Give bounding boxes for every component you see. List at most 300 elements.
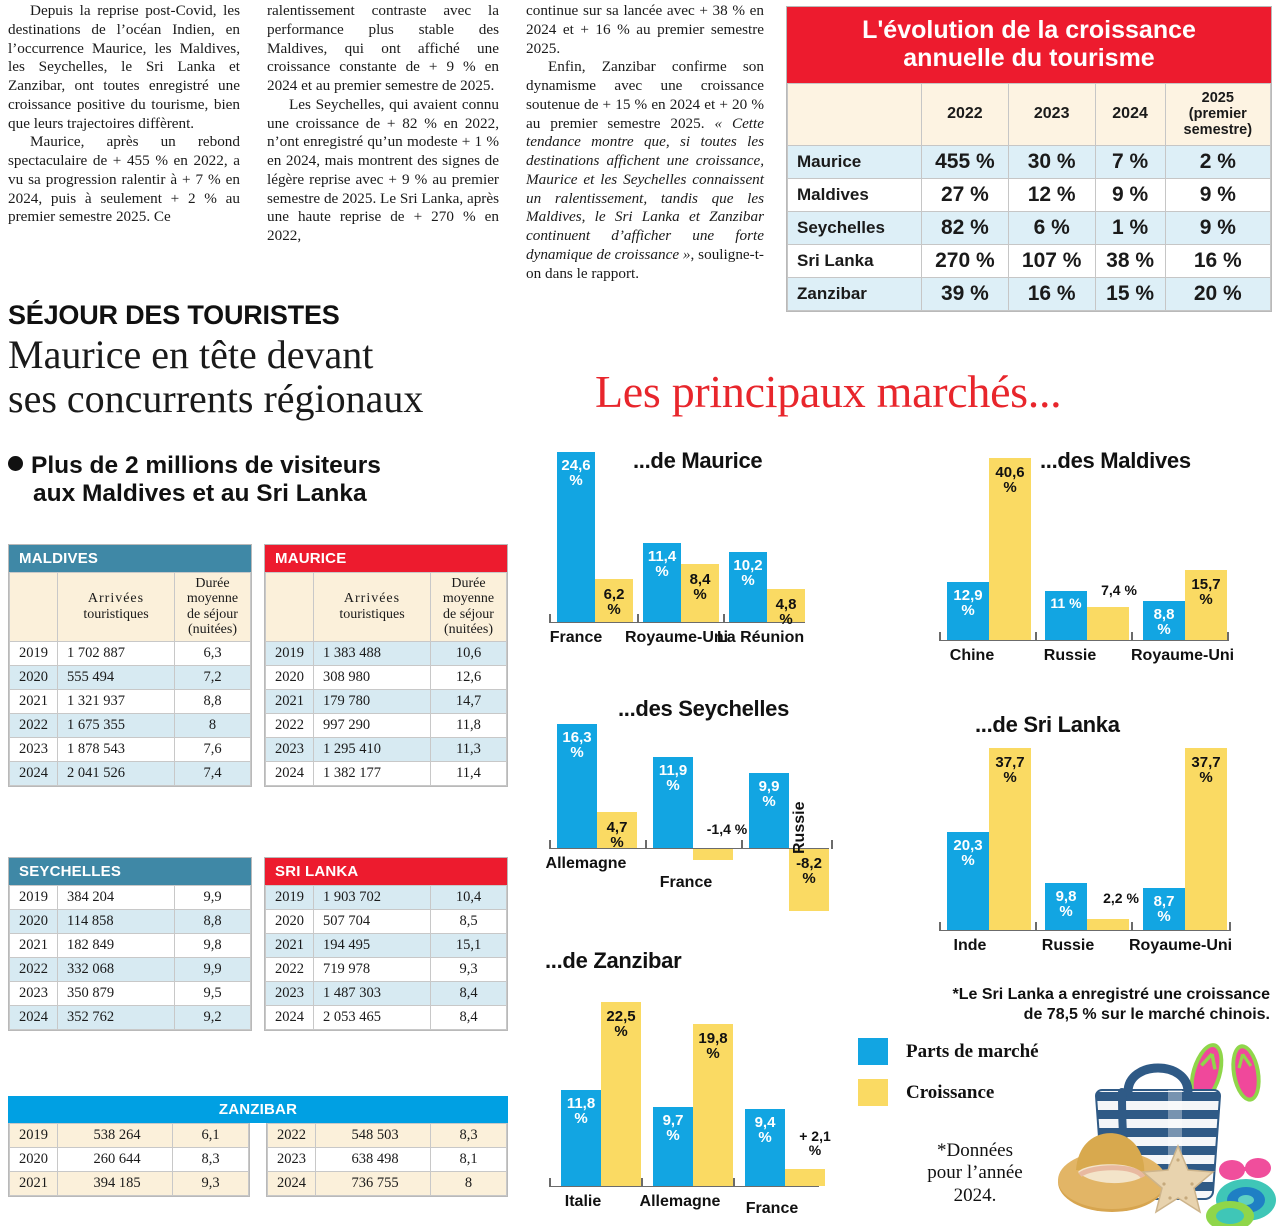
bar-value-label: 9,7 %: [662, 1111, 684, 1144]
table-row: [10, 713, 251, 737]
paragraph: continue sur sa lancée avec + 38 % en 2024 et + 16 % au premier semestre 2025.: [526, 2, 764, 57]
header-stay-l4: (nuitées): [444, 622, 493, 638]
x-axis-label: Royaume-Uni: [1131, 647, 1235, 664]
bar-value-label: 16,3 %: [562, 729, 592, 761]
headline-line-2: ses concurrents régionaux: [8, 375, 424, 421]
cell-2023: 16 %: [1008, 277, 1095, 310]
axis-tick: [939, 632, 941, 641]
year-footnote-l2: pour l’année: [927, 1162, 1023, 1184]
header-arrivals: [58, 573, 175, 642]
x-axis-label: Inde: [953, 937, 987, 954]
article-text: [8, 2, 768, 347]
cell-2025: 20 %: [1165, 277, 1270, 310]
table-row: [268, 1172, 507, 1196]
cell-stay: 12,6: [431, 665, 507, 689]
cell-stay: 8,1: [431, 1148, 507, 1172]
header-stay-l4: (nuitées): [188, 622, 237, 638]
cell-2024: 1 %: [1095, 211, 1165, 244]
chart-title-zanzibar: ...de Zanzibar: [545, 948, 682, 973]
header-stay-l3: de séjour: [443, 606, 494, 622]
cell-year: 2024: [10, 1006, 58, 1030]
article-column-2: [267, 2, 499, 246]
header-blank: [788, 84, 922, 146]
cell-year: 2024: [266, 1006, 314, 1030]
cell-stay: 8,4: [431, 1006, 507, 1030]
table-row: [266, 737, 507, 761]
axis-tick: [733, 1178, 735, 1187]
bar-value-label: 22,5 %: [606, 1008, 636, 1040]
cell-2022: 270 %: [922, 244, 1009, 277]
header-arrivals-l1: Arrivées: [87, 591, 145, 607]
plot-area-zanzibar: [545, 948, 895, 1228]
cell-stay: 9,9: [175, 958, 251, 982]
axis-tick: [1131, 632, 1133, 641]
header-arrivals-l2: touristiques: [339, 606, 405, 622]
cell-year: 2023: [10, 982, 58, 1006]
table-row: [10, 958, 251, 982]
bar-value-label: 37,7 %: [1191, 754, 1221, 786]
cell-year: 2021: [266, 934, 314, 958]
bar-value-label: 8,7 %: [1153, 893, 1175, 925]
table-row: [266, 641, 507, 665]
cell-arrivals: 1 702 887: [58, 641, 175, 665]
table-header-srilanka: SRI LANKA: [265, 858, 507, 885]
cell-2025: 2 %: [1165, 145, 1270, 178]
cell-year: 2019: [10, 1124, 58, 1148]
cell-year: 2020: [10, 665, 58, 689]
axis-tick: [1035, 632, 1037, 641]
plot-area-maldives: [935, 440, 1270, 670]
cell-stay: 7,6: [175, 737, 251, 761]
table-row: [266, 713, 507, 737]
bar-value-label: 12,9 %: [953, 587, 983, 620]
header-arrivals-l2: touristiques: [83, 606, 149, 622]
bar-growth: [1087, 919, 1129, 930]
cell-stay: 8: [175, 713, 251, 737]
bar-value-label: 11,4 %: [647, 548, 677, 581]
cell-2025: 9 %: [1165, 211, 1270, 244]
table-row: [10, 934, 251, 958]
header-2025-l3: semestre): [1183, 122, 1253, 139]
bar-value-label: 24,6 %: [561, 457, 591, 489]
chart-srilanka: [935, 712, 1270, 974]
chart-zanzibar: [545, 948, 895, 1228]
header-blank: [266, 573, 314, 642]
header-2025-year: 2025: [1201, 90, 1234, 106]
cell-stay: 9,8: [175, 934, 251, 958]
row-label: Maurice: [788, 145, 922, 178]
chart-seychelles: [545, 696, 905, 928]
header-stay-l3: de séjour: [187, 606, 238, 622]
article-column-3: [526, 2, 764, 283]
bar-value-label: 37,7 %: [995, 754, 1025, 786]
table-header-row: [10, 573, 251, 642]
cell-stay: 10,6: [431, 641, 507, 665]
cell-2023: 12 %: [1008, 178, 1095, 211]
table-row: [266, 689, 507, 713]
table-header-row: [266, 573, 507, 642]
cell-stay: 8,3: [173, 1148, 249, 1172]
cell-2023: 6 %: [1008, 211, 1095, 244]
maldives-arrivals-table: [8, 544, 252, 787]
table-header-seychelles: SEYCHELLES: [9, 858, 251, 885]
bar-value-label: 8,4 %: [689, 570, 711, 603]
legend-label-share: Parts de marché: [906, 1040, 1039, 1062]
header-2025: [1165, 84, 1270, 146]
table-row: [10, 886, 251, 910]
legend-item-share: [858, 1038, 1039, 1065]
legend-swatch-yellow: [858, 1079, 888, 1106]
cell-year: 2023: [266, 737, 314, 761]
table-header-zanzibar: ZANZIBAR: [8, 1096, 508, 1123]
growth-table-title: [787, 7, 1271, 83]
table-row: [10, 910, 251, 934]
table-header-maurice: MAURICE: [265, 545, 507, 572]
table-header-row: [788, 84, 1271, 146]
cell-stay: 8,8: [175, 910, 251, 934]
cell-stay: 6,3: [175, 641, 251, 665]
cell-arrivals: 2 053 465: [314, 1006, 431, 1030]
header-2022: 2022: [922, 84, 1009, 146]
bar-value-label: -1,4 %: [706, 821, 748, 837]
table-row: [10, 761, 251, 785]
cell-stay: 9,3: [173, 1172, 249, 1196]
table-row: [266, 910, 507, 934]
cell-arrivals: 1 903 702: [314, 886, 431, 910]
chart-title-maurice: ...de Maurice: [633, 448, 763, 473]
cell-arrivals: 179 780: [314, 689, 431, 713]
table-row: [10, 665, 251, 689]
cell-year: 2019: [266, 886, 314, 910]
chart-title-seychelles: ...des Seychelles: [618, 696, 790, 721]
cell-2022: 455 %: [922, 145, 1009, 178]
cell-year: 2022: [266, 713, 314, 737]
cell-arrivals: 555 494: [58, 665, 175, 689]
cell-arrivals: 1 295 410: [314, 737, 431, 761]
bar-value-label: 11,9 %: [658, 762, 688, 795]
chart-legend: [858, 1038, 1039, 1120]
bar-value-label: 4,7 %: [606, 819, 628, 852]
chart-axis: [549, 848, 829, 849]
cell-stay: 10,4: [431, 886, 507, 910]
cell-arrivals: 352 762: [58, 1006, 175, 1030]
table-row: [10, 689, 251, 713]
cell-year: 2021: [10, 1172, 58, 1196]
growth-title-line-1: L'évolution de la croissance: [862, 16, 1196, 44]
x-axis-label: Chine: [949, 647, 995, 664]
header-arrivals: [314, 573, 431, 642]
cell-2024: 7 %: [1095, 145, 1165, 178]
cell-stay: 9,5: [175, 982, 251, 1006]
x-axis-label: Royaume-Uni: [625, 629, 729, 646]
cell-stay: 11,4: [431, 761, 507, 785]
x-axis-label: Royaume-Uni: [1129, 937, 1233, 954]
zanzibar-arrivals-table: [8, 1096, 508, 1197]
bullet-dot-icon: [8, 456, 23, 471]
table-row: [266, 982, 507, 1006]
cell-year: 2019: [266, 641, 314, 665]
bar-value-label: 9,8 %: [1055, 887, 1077, 920]
bar-value-label: 4,8 %: [775, 595, 797, 628]
chart-axis: [939, 930, 1231, 931]
cell-stay: 9,9: [175, 886, 251, 910]
cell-stay: 8,5: [431, 910, 507, 934]
header-2023: 2023: [1008, 84, 1095, 146]
axis-tick: [1035, 922, 1037, 931]
header-2025-l2: (premier: [1188, 106, 1247, 123]
cell-arrivals: 308 980: [314, 665, 431, 689]
header-stay-l2: moyenne: [442, 591, 495, 607]
cell-stay: 7,2: [175, 665, 251, 689]
cell-arrivals: 1 382 177: [314, 761, 431, 785]
bar-value-label: 15,7 %: [1191, 575, 1221, 608]
x-axis-label: Russie: [1041, 937, 1095, 954]
cell-2022: 39 %: [922, 277, 1009, 310]
bar-value-label: 7,4 %: [1101, 581, 1137, 598]
chart-title-maldives: ...des Maldives: [1040, 448, 1191, 473]
axis-tick: [549, 1178, 551, 1187]
cell-arrivals: 1 383 488: [314, 641, 431, 665]
table-row: [788, 145, 1271, 178]
table-row: [10, 1148, 249, 1172]
header-stay-l2: moyenne: [186, 591, 239, 607]
chart-title-srilanka: ...de Sri Lanka: [975, 712, 1120, 737]
header-stay-l1: Durée: [451, 576, 486, 591]
srilanka-footnote-l2: de 78,5 % sur le marché chinois.: [1023, 1006, 1270, 1023]
cell-year: 2024: [10, 761, 58, 785]
x-axis-label: France: [659, 874, 713, 891]
beach-items-photo: [1050, 1030, 1278, 1226]
x-axis-label: Allemagne: [639, 1193, 721, 1210]
srilanka-footnote: [900, 985, 1270, 1025]
cell-arrivals: 332 068: [58, 958, 175, 982]
srilanka-footnote-l1: *Le Sri Lanka a enregistré une croissance: [952, 986, 1270, 1003]
axis-tick: [741, 840, 743, 849]
row-label: Sri Lanka: [788, 244, 922, 277]
cell-arrivals: 1 321 937: [58, 689, 175, 713]
cell-year: 2020: [10, 910, 58, 934]
cell-stay: 14,7: [431, 689, 507, 713]
maurice-arrivals-table: [264, 544, 508, 787]
charts-heading: Les principaux marchés...: [595, 366, 1062, 417]
cell-2024: 15 %: [1095, 277, 1165, 310]
cell-stay: 9,3: [431, 958, 507, 982]
paragraph: Maurice, après un rebond spectaculaire de + 455 % en 2022, a vu sa progression ralentir à + 7 % en 2024, puis à seulement + 2 % au premier semestre 2025. Ce: [8, 133, 240, 226]
table-row: [268, 1148, 507, 1172]
cell-year: 2019: [10, 886, 58, 910]
paragraph: Les Seychelles, qui avaient connu une croissance de + 82 % en 2022, n’ont enregistré qu’un modeste + 1 % en 2024, mais montrent des signes de légère reprise avec + 9 % au premier semestre de 2025. Le Sri Lanka, après une haute reprise de + 270 % en 2022,: [267, 95, 499, 245]
cell-arrivals: 538 264: [58, 1124, 173, 1148]
cell-year: 2021: [10, 934, 58, 958]
quoted-passage: « Cette tendance montre que, si toutes les destinations affichent une croissance, Maurice et les Seychelles connaissent un ralentissement, tandis que les Maldives, le Sri Lanka et Zanzibar continuent d’afficher une forte dynamique de croissance »: [526, 114, 764, 263]
bar-value-label: + 2,1 %: [799, 1127, 831, 1158]
bar-growth: [1087, 607, 1129, 640]
table-header-maldives: MALDIVES: [9, 545, 251, 572]
table-row: [10, 1172, 249, 1196]
cell-stay: 11,8: [431, 713, 507, 737]
cell-stay: 8,3: [431, 1124, 507, 1148]
cell-arrivals: 548 503: [316, 1124, 431, 1148]
bar-value-label: 11 %: [1050, 594, 1082, 611]
header-stay: [175, 573, 251, 642]
table-row: [266, 1006, 507, 1030]
bar-value-label: 2,2 %: [1103, 890, 1139, 907]
axis-tick: [1229, 922, 1231, 931]
legend-item-growth: [858, 1079, 1039, 1106]
table-row: [788, 277, 1271, 310]
cell-year: 2023: [266, 982, 314, 1006]
zanzibar-left-half: [8, 1123, 250, 1197]
cell-arrivals: 182 849: [58, 934, 175, 958]
header-blank: [10, 573, 58, 642]
bullet-line-1: Plus de 2 millions de visiteurs: [31, 452, 381, 479]
x-axis-label: Allemagne: [545, 855, 627, 872]
srilanka-arrivals-table: [264, 857, 508, 1031]
row-label: Maldives: [788, 178, 922, 211]
cell-arrivals: 1 675 355: [58, 713, 175, 737]
cell-year: 2021: [10, 689, 58, 713]
bar-growth: [693, 849, 733, 860]
axis-tick: [1227, 632, 1229, 641]
bar-value-label: 40,6 %: [995, 464, 1025, 496]
chart-axis: [939, 640, 1229, 641]
chart-maldives: [935, 440, 1270, 670]
x-axis-label: Russie: [1043, 647, 1097, 664]
bar-value-label: 9,4 %: [754, 1114, 776, 1147]
table-row: [266, 665, 507, 689]
cell-stay: 6,1: [173, 1124, 249, 1148]
bar-value-label: 8,8 %: [1153, 605, 1175, 638]
cell-year: 2024: [268, 1172, 316, 1196]
year-footnote: [915, 1140, 1035, 1207]
cell-stay: 7,4: [175, 761, 251, 785]
bullet-subhead: [8, 452, 508, 509]
header-stay: [431, 573, 507, 642]
x-axis-label: Russie: [791, 801, 808, 854]
cell-year: 2022: [266, 958, 314, 982]
bar-value-label: 19,8 %: [698, 1030, 728, 1063]
bullet-line-2: aux Maldives et au Sri Lanka: [33, 480, 367, 508]
plot-area-srilanka: [935, 712, 1270, 974]
cell-arrivals: 997 290: [314, 713, 431, 737]
cell-arrivals: 1 878 543: [58, 737, 175, 761]
paragraph: ralentissement contraste avec la performance plus stable des Maldives, qui ont affiché une croissance constante de + 9 % en 2024 et au premier semestre de 2025.: [267, 2, 499, 95]
article-column-1: [8, 2, 240, 227]
year-footnote-l3: 2024.: [953, 1184, 997, 1206]
bar-value-label: 10,2 %: [733, 556, 763, 589]
chart-axis: [549, 1186, 819, 1187]
table-row: [788, 178, 1271, 211]
table-row: [268, 1124, 507, 1148]
cell-2024: 38 %: [1095, 244, 1165, 277]
plot-area-maurice: [545, 440, 905, 670]
cell-year: 2020: [10, 1148, 58, 1172]
cell-year: 2021: [266, 689, 314, 713]
cell-arrivals: 2 041 526: [58, 761, 175, 785]
cell-arrivals: 507 704: [314, 910, 431, 934]
legend-swatch-blue: [858, 1038, 888, 1065]
cell-stay: 11,3: [431, 737, 507, 761]
header-arrivals-l1: Arrivées: [343, 591, 401, 607]
x-axis-label: Italie: [564, 1193, 602, 1210]
bar-growth: [785, 1169, 825, 1186]
cell-arrivals: 384 204: [58, 886, 175, 910]
bar-value-label: 20,3 %: [953, 837, 983, 869]
row-label: Zanzibar: [788, 277, 922, 310]
x-axis-label: La Réunion: [717, 629, 805, 646]
cell-stay: 9,2: [175, 1006, 251, 1030]
cell-arrivals: 194 495: [314, 934, 431, 958]
cell-arrivals: 719 978: [314, 958, 431, 982]
cell-year: 2022: [10, 958, 58, 982]
bar-value-label: -8,2 %: [796, 855, 822, 887]
cell-year: 2020: [266, 665, 314, 689]
table-row: [266, 934, 507, 958]
seychelles-arrivals-table: [8, 857, 252, 1031]
cell-year: 2024: [266, 761, 314, 785]
cell-arrivals: 394 185: [58, 1172, 173, 1196]
cell-arrivals: 1 487 303: [314, 982, 431, 1006]
table-row: [266, 958, 507, 982]
axis-tick: [641, 1178, 643, 1187]
cell-2022: 27 %: [922, 178, 1009, 211]
cell-arrivals: 350 879: [58, 982, 175, 1006]
annual-growth-table: [786, 6, 1272, 312]
legend-label-growth: Croissance: [906, 1081, 995, 1103]
cell-stay: 8,4: [431, 982, 507, 1006]
cell-2023: 30 %: [1008, 145, 1095, 178]
axis-tick: [637, 614, 639, 623]
chart-maurice: [545, 440, 905, 670]
table-row: [10, 1006, 251, 1030]
cell-stay: 8: [431, 1172, 507, 1196]
growth-title-line-2: annuelle du tourisme: [903, 43, 1155, 72]
cell-year: 2022: [268, 1124, 316, 1148]
cell-arrivals: 114 858: [58, 910, 175, 934]
cell-stay: 15,1: [431, 934, 507, 958]
table-row: [266, 886, 507, 910]
bar-value-label: 6,2 %: [603, 586, 625, 619]
zanzibar-right-half: [266, 1123, 508, 1197]
row-label: Seychelles: [788, 211, 922, 244]
cell-arrivals: 736 755: [316, 1172, 431, 1196]
table-row: [788, 211, 1271, 244]
axis-tick: [831, 840, 833, 849]
year-footnote-l1: *Données: [937, 1140, 1013, 1161]
axis-tick: [939, 922, 941, 931]
axis-tick: [645, 840, 647, 849]
table-row: [10, 641, 251, 665]
plot-area-seychelles: [545, 696, 905, 928]
cell-stay: 8,8: [175, 689, 251, 713]
section-kicker: SÉJOUR DES TOURISTES: [8, 300, 340, 330]
bar-value-label: 11,8 %: [566, 1094, 596, 1127]
axis-tick: [723, 614, 725, 623]
table-row: [10, 1124, 249, 1148]
axis-tick: [1131, 922, 1133, 931]
cell-2022: 82 %: [922, 211, 1009, 244]
paragraph: Depuis la reprise post-Covid, les destinations de l’océan Indien, en l’occurrence Maurice, les Maldives, les Seychelles, le Sri Lanka et Zanzibar, ont toutes enregistré une croissance positive du tourisme, bien que leurs trajectoires diffèrent.: [8, 2, 240, 132]
cell-year: 2023: [10, 737, 58, 761]
page-title: [8, 333, 528, 420]
table-row: [266, 761, 507, 785]
cell-year: 2023: [268, 1148, 316, 1172]
cell-arrivals: 638 498: [316, 1148, 431, 1172]
cell-arrivals: 260 644: [58, 1148, 173, 1172]
table-row: [10, 737, 251, 761]
beach-illustration-icon: [1050, 1030, 1278, 1226]
axis-tick: [549, 614, 551, 623]
